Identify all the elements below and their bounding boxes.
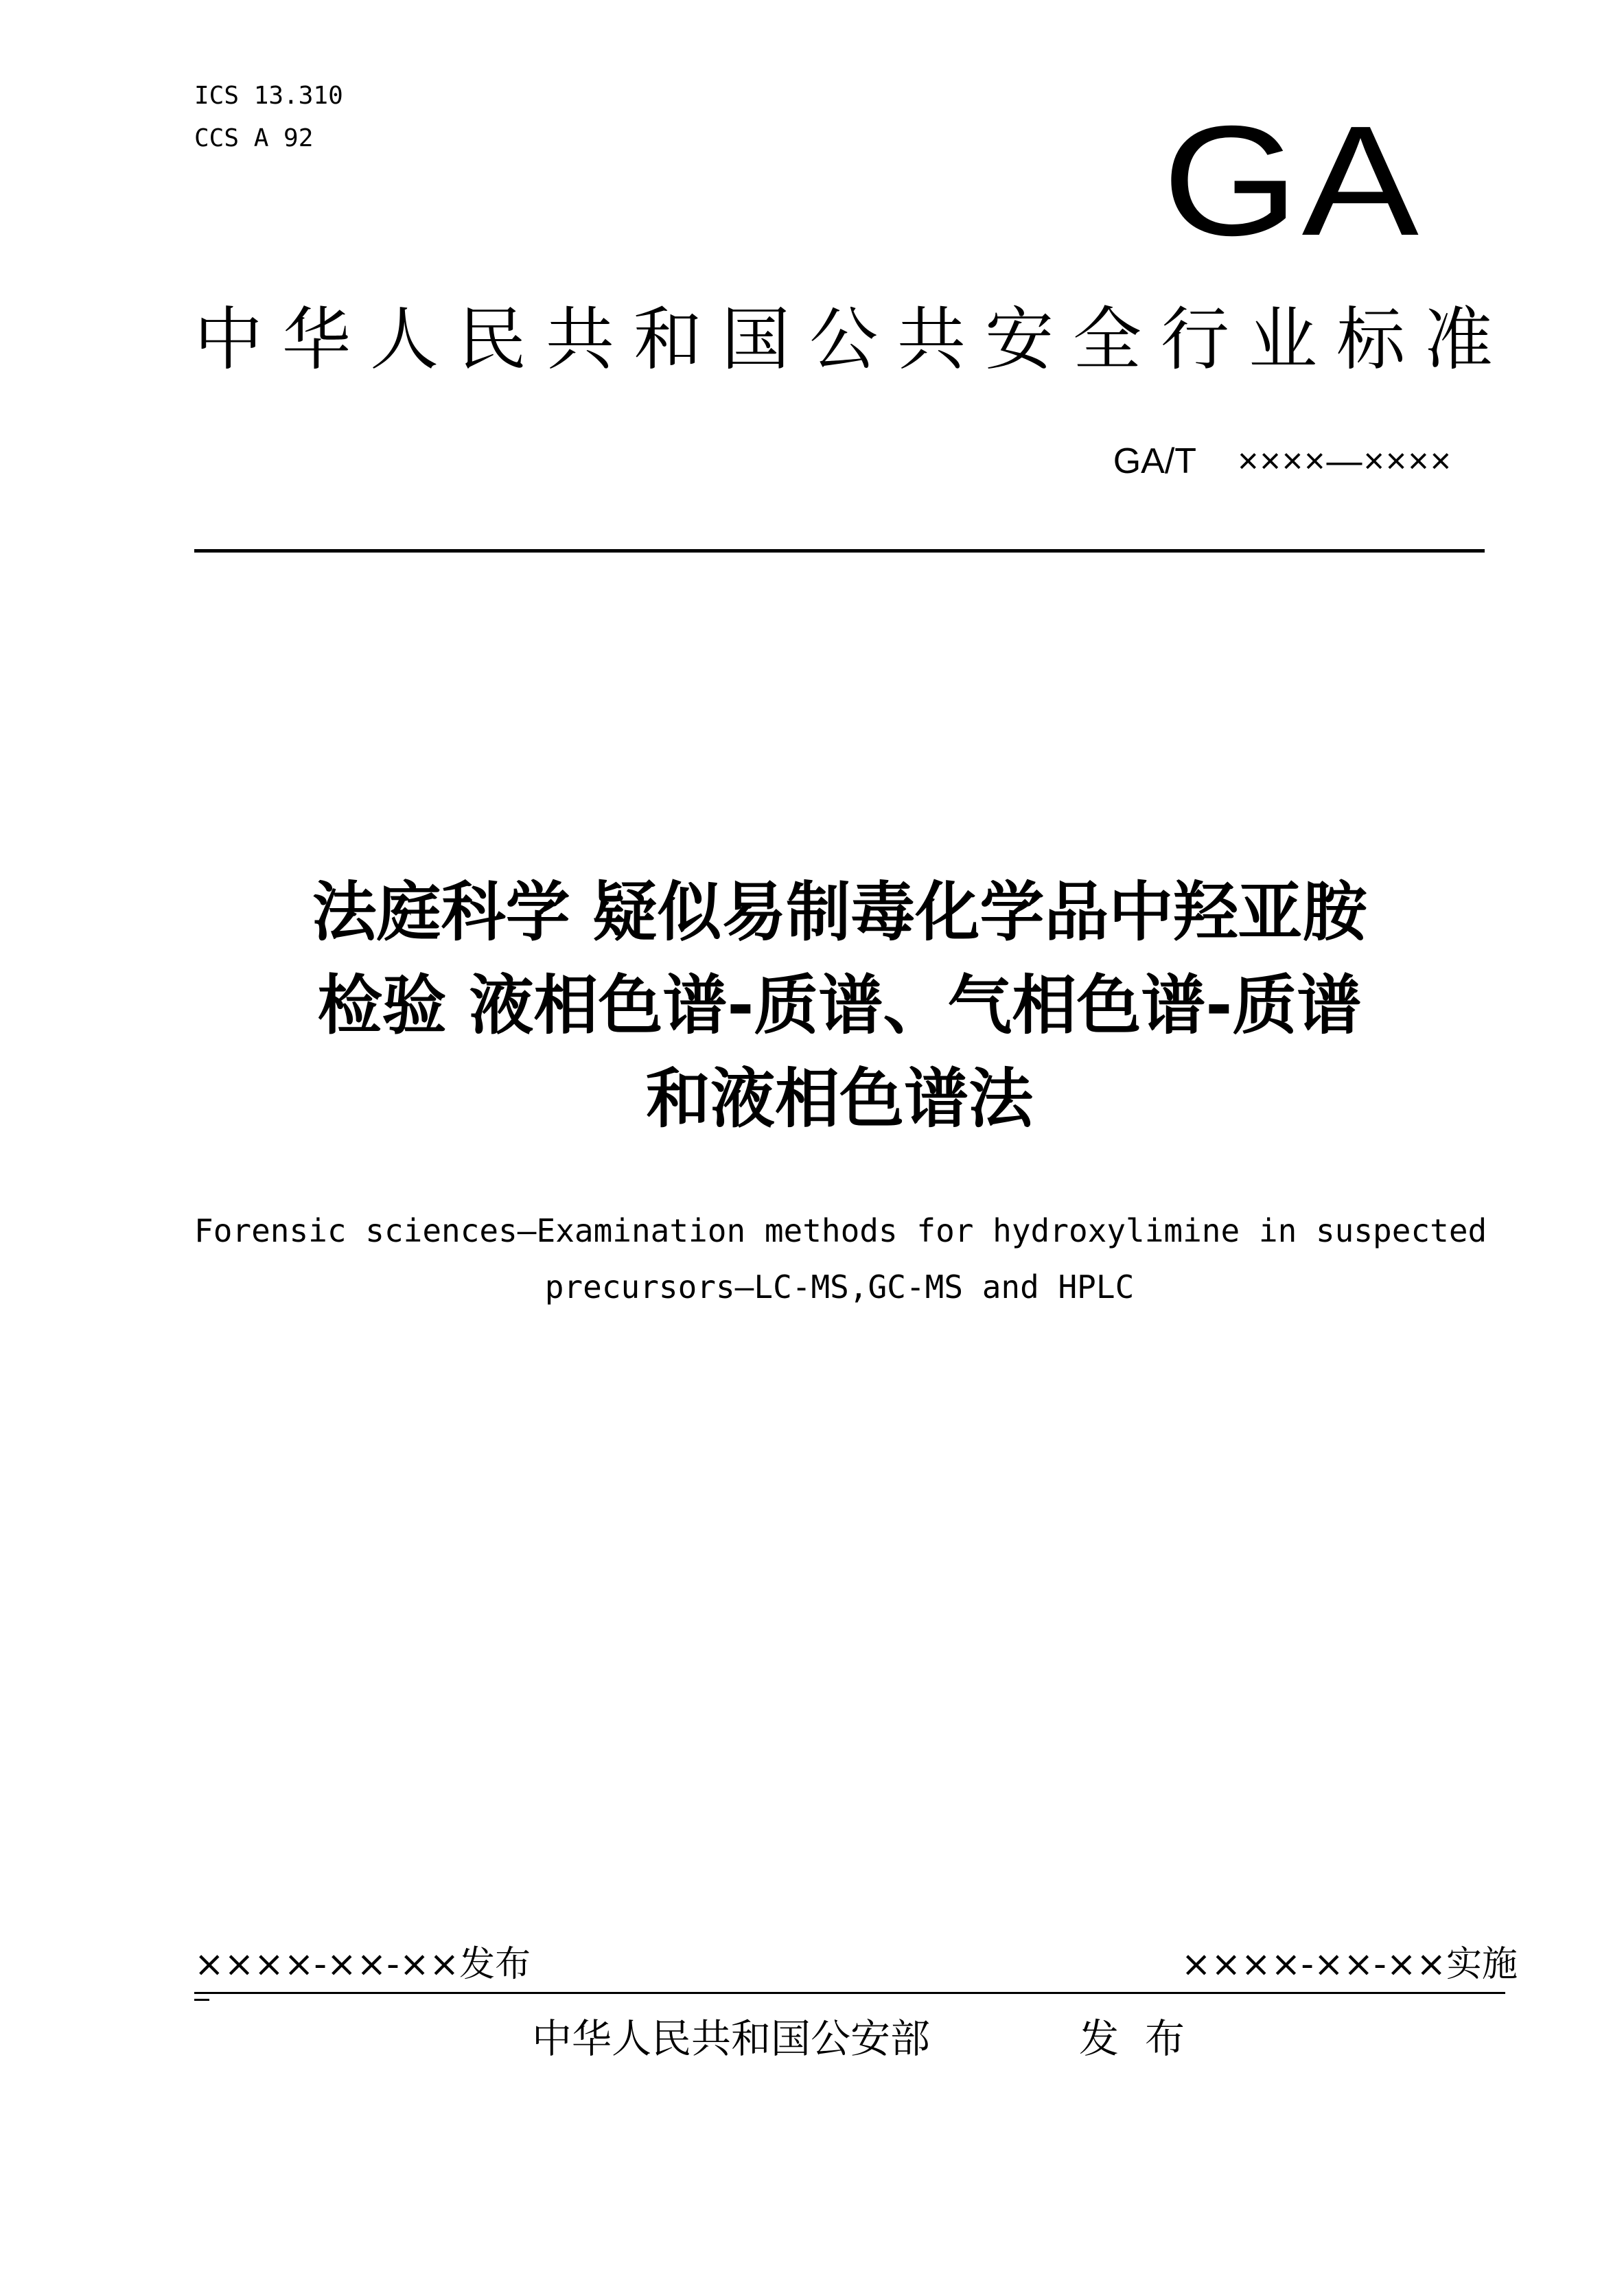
standard-number	[1113, 439, 1452, 483]
issue-label: 发布	[1079, 2015, 1211, 2062]
english-title	[194, 1203, 1485, 1315]
publish-date: ××××-××-××发布	[194, 1944, 531, 1985]
english-title-line-2: precursors—LC-MS,GC-MS and HPLC	[544, 1268, 1135, 1306]
footer-divider-mark	[194, 1999, 209, 2001]
chinese-title	[194, 866, 1485, 1146]
footer-divider	[194, 1992, 1505, 1994]
chinese-title-line-1: 法庭科学 疑似易制毒化学品中羟亚胺	[312, 875, 1367, 950]
ga-logo: GA	[1162, 94, 1422, 268]
standard-number-prefix: GA/T	[1113, 441, 1197, 481]
ccs-code: CCS A 92	[194, 124, 314, 152]
implement-date: ××××-××-××实施	[1181, 1944, 1518, 1985]
header-divider	[194, 549, 1485, 553]
standard-category-title: 中华人民共和国公共安全行业标准	[194, 299, 1512, 380]
issuing-authority: 中华人民共和国公安部	[532, 2015, 931, 2062]
ics-code: ICS 13.310	[194, 82, 343, 110]
standard-number-value: ××××—××××	[1238, 441, 1452, 481]
chinese-title-line-2: 检验 液相色谱-质谱、气相色谱-质谱	[317, 969, 1362, 1043]
english-title-line-1: Forensic sciences—Examination methods for hydroxylimine in suspected	[194, 1212, 1487, 1249]
chinese-title-line-3: 和液相色谱法	[645, 1062, 1033, 1137]
